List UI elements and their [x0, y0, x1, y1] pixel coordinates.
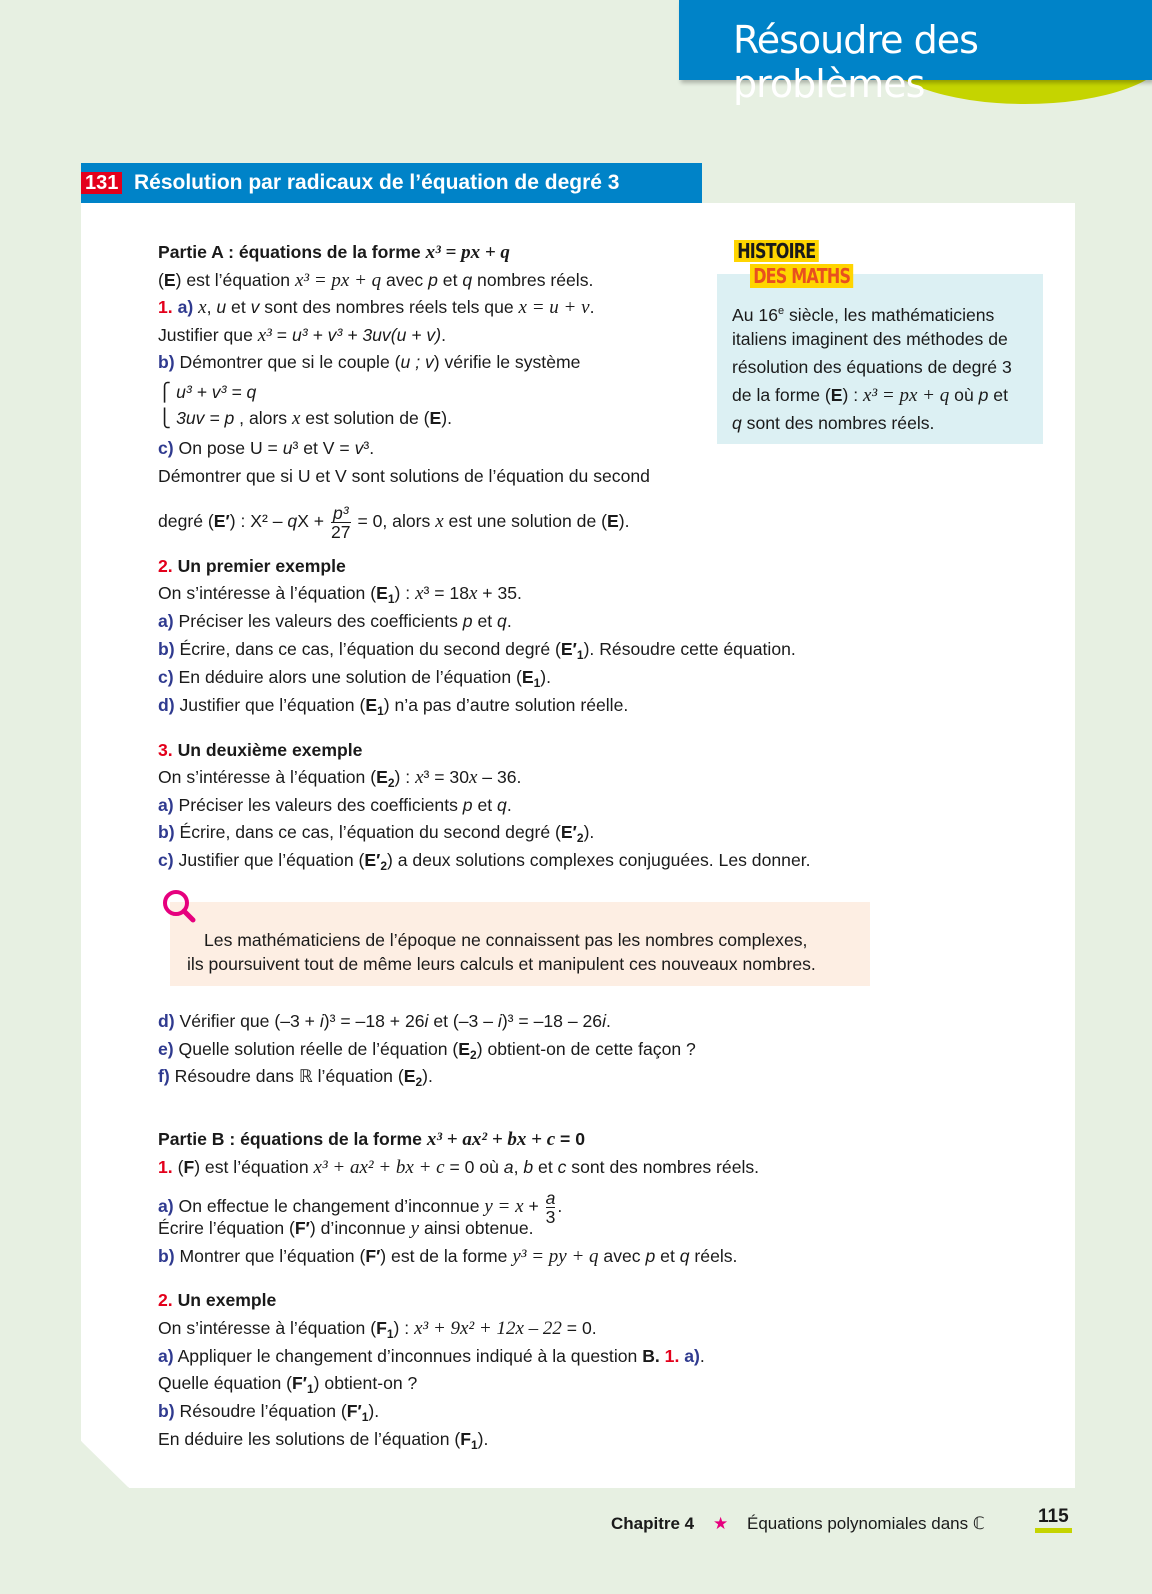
text-segment: 3. — [158, 740, 173, 760]
text-segment: c) — [158, 667, 174, 687]
text-segment: ⎧ — [158, 382, 177, 402]
text-segment: Justifier que l’équation ( — [173, 850, 365, 870]
text-segment: p — [462, 611, 473, 631]
text-segment: italiens imaginent des méthodes de — [732, 329, 1008, 349]
text-segment: ) obtient-on de cette façon ? — [476, 1039, 696, 1059]
text-segment: F — [460, 1429, 471, 1449]
text-segment: où — [949, 385, 979, 405]
fraction — [546, 1189, 556, 1226]
text-segment: q — [497, 795, 507, 815]
text-segment: E′ — [560, 639, 577, 659]
text-segment: u — [216, 297, 227, 317]
text-segment: 2 — [380, 859, 388, 873]
text-line — [158, 1345, 705, 1367]
text-segment: ). — [441, 408, 453, 428]
text-segment: ) est l’équation — [194, 1157, 314, 1177]
text-segment: – 36. — [477, 767, 522, 787]
text-segment: b) — [158, 352, 175, 372]
star-icon: ★ — [713, 1514, 729, 1533]
exercise-title-bar — [81, 163, 702, 203]
text-segment: sont des nombres réels. — [566, 1157, 760, 1177]
text-segment: ³ et V = — [292, 438, 355, 458]
text-segment: p — [462, 795, 473, 815]
text-segment: c) — [158, 850, 174, 870]
text-segment: nombres réels. — [472, 270, 594, 290]
text-segment: ) : — [393, 1318, 415, 1338]
text-segment: q — [287, 511, 298, 532]
text-segment: q — [497, 611, 507, 631]
text-segment: ). — [540, 667, 552, 687]
text-segment: u ; v — [400, 352, 434, 372]
text-segment: q — [679, 1246, 690, 1266]
text-segment: c — [557, 1157, 567, 1177]
text-segment: a) — [158, 1196, 174, 1217]
text-line — [158, 582, 522, 610]
text-segment: En déduire alors une solution de l’équation ( — [173, 667, 522, 687]
text-line — [158, 1245, 737, 1268]
text-segment: i — [424, 1011, 429, 1031]
text-segment: p — [645, 1246, 656, 1266]
text-segment: sont des nombres réels. — [741, 413, 935, 433]
text-segment: ) : X² – — [229, 511, 288, 532]
text-segment: Démontrer que si le couple ( — [174, 352, 401, 372]
text-segment: et — [472, 611, 498, 631]
text-segment: . — [441, 325, 446, 345]
text-segment: On s’intéresse à l’équation ( — [158, 583, 377, 603]
text-segment: = 0. — [561, 1318, 597, 1338]
text-line — [158, 296, 594, 319]
text-line — [732, 412, 934, 434]
text-segment: , — [206, 297, 217, 317]
text-line — [158, 610, 512, 632]
magnifier-icon — [160, 888, 200, 928]
text-line — [158, 241, 510, 264]
text-segment: E′ — [560, 822, 577, 842]
text-segment: 1. — [659, 1346, 680, 1366]
text-line — [158, 794, 512, 816]
text-segment: F′ — [292, 1373, 307, 1393]
text-line — [158, 465, 650, 487]
text-segment: Vérifier que (–3 + — [174, 1011, 320, 1031]
text-segment: 1 — [533, 676, 541, 690]
text-segment: e — [777, 305, 785, 317]
note-box — [170, 902, 870, 986]
text-segment: 2. — [158, 556, 173, 576]
text-segment: = 0 où — [444, 1157, 504, 1177]
text-segment: , alors — [234, 408, 292, 428]
text-segment: 1 — [576, 648, 584, 662]
footer-chapter: Chapitre 4 — [611, 1514, 695, 1533]
text-segment: y — [410, 1218, 420, 1239]
text-segment: d) — [158, 1011, 175, 1031]
text-segment: x³ + 9x² + 12x – 22 — [414, 1318, 562, 1339]
note-line: ils poursuivent tout de même leurs calculs et manipulent ces nouveaux nombres. — [187, 954, 816, 974]
text-segment: avec — [598, 1246, 646, 1266]
text-line — [158, 1317, 597, 1345]
text-segment: b) — [158, 822, 175, 842]
text-segment: ³ = 18 — [423, 583, 469, 603]
text-segment: x — [468, 583, 478, 604]
text-segment: 1 — [470, 1438, 478, 1452]
text-segment: de la forme ( — [732, 385, 831, 405]
text-segment: ). — [422, 1066, 433, 1086]
text-segment: siècle, les mathématiciens — [784, 304, 995, 325]
text-line — [158, 1428, 488, 1456]
text-segment: E — [376, 583, 388, 603]
text-segment: ). — [477, 1429, 489, 1449]
text-segment: B. — [642, 1346, 660, 1366]
text-segment: Un deuxième exemple — [172, 740, 363, 760]
text-line — [158, 437, 374, 459]
text-line — [158, 1217, 534, 1240]
text-segment: 1 — [377, 704, 384, 718]
fraction — [331, 504, 351, 541]
text-segment: x — [291, 408, 301, 429]
text-segment: Un exemple — [172, 1290, 277, 1310]
text-segment: On effectue le changement d’inconnue — [173, 1196, 485, 1217]
text-segment: est solution de ( — [300, 408, 430, 428]
text-segment: Partie A : équations de la forme — [158, 242, 426, 262]
text-segment: x — [198, 297, 207, 318]
numerator: a — [545, 1188, 556, 1208]
text-segment: d) — [158, 695, 175, 715]
text-line — [158, 1065, 433, 1093]
text-segment: x = u + v — [518, 297, 590, 318]
text-segment: Écrire, dans ce cas, l’équation du second degré ( — [174, 822, 561, 842]
text-segment: y = x — [484, 1196, 524, 1218]
text-segment: F′ — [365, 1246, 381, 1266]
text-segment: x³ = px + q — [863, 385, 950, 406]
text-segment: a) — [158, 795, 174, 815]
text-segment: . — [506, 795, 512, 815]
text-segment: i — [497, 1011, 502, 1031]
text-segment: Justifier que — [158, 325, 258, 345]
text-line — [158, 351, 580, 373]
text-segment: a) — [679, 1346, 700, 1366]
text-segment: ) est l’équation — [175, 270, 295, 290]
text-segment: E — [365, 695, 378, 715]
text-segment: E — [163, 270, 176, 290]
text-segment: et — [472, 795, 498, 815]
section-header — [679, 0, 1152, 106]
text-segment: , — [513, 1157, 524, 1177]
text-line — [158, 1128, 585, 1151]
text-line — [158, 1156, 759, 1179]
text-segment: c) — [158, 438, 174, 458]
text-segment: E — [376, 767, 388, 787]
text-segment: x³ — [257, 325, 272, 346]
text-line — [158, 1400, 379, 1428]
page-number: 115 — [1035, 1506, 1072, 1533]
text-line — [158, 849, 811, 877]
text-segment: Démontrer que si U et V sont solutions de l’équation du second — [158, 466, 650, 486]
text-segment: et — [226, 297, 251, 317]
text-segment: ) a deux solutions complexes conjuguées. Les donner. — [387, 850, 811, 870]
text-segment: ). — [583, 822, 595, 842]
text-segment: u³ + v³ + 3uv(u + v) — [291, 325, 442, 345]
note-line: Les mathématiciens de l’époque ne connaissent pas les nombres complexes, — [204, 930, 808, 950]
text-line — [158, 694, 628, 722]
text-segment: b) — [158, 639, 175, 659]
text-segment: a) — [158, 1346, 174, 1366]
exercise-title: Résolution par radicaux de l’équation de degré 3 — [134, 171, 620, 194]
text-segment: 1 — [306, 1382, 314, 1396]
text-line — [158, 504, 629, 541]
text-segment: Au 16 — [732, 304, 778, 325]
histoire-tag: HISTOIRE — [734, 240, 819, 262]
text-segment: ) n’a pas d’autre solution réelle. — [383, 695, 629, 715]
text-line — [158, 324, 446, 347]
text-line — [158, 381, 256, 403]
text-line — [158, 1372, 417, 1400]
text-line — [158, 269, 593, 292]
text-line — [158, 1289, 276, 1311]
text-segment: Quelle solution réelle de l’équation ( — [173, 1039, 459, 1059]
text-segment: ) obtient-on ? — [313, 1373, 418, 1393]
text-segment: 1 — [361, 1410, 369, 1424]
text-segment: x — [435, 511, 444, 533]
text-segment: b) — [158, 1401, 175, 1421]
text-segment: ⎩ — [158, 408, 177, 428]
text-segment: ). — [368, 1401, 380, 1421]
text-segment: 1. — [158, 297, 173, 317]
text-segment: Résoudre dans ℝ l’équation ( — [169, 1066, 404, 1086]
denominator: 27 — [330, 522, 351, 542]
text-segment: y³ = py + q — [512, 1246, 599, 1267]
des-maths-tag: DES MATHS — [750, 264, 853, 288]
text-line — [158, 407, 452, 430]
text-segment: x³ = px + q — [425, 242, 510, 263]
text-segment: b — [523, 1157, 534, 1177]
text-segment: E — [521, 667, 534, 687]
text-segment: i — [319, 1011, 324, 1031]
text-segment: a) — [172, 297, 194, 317]
text-segment: On s’intéresse à l’équation ( — [158, 767, 377, 787]
text-line — [732, 384, 1008, 407]
text-segment: p — [428, 270, 438, 290]
exercise-number: 131 — [81, 172, 122, 194]
text-segment: + 35. — [477, 583, 522, 603]
text-segment: ) est de la forme — [380, 1246, 513, 1266]
text-segment: ainsi obtenue. — [419, 1218, 534, 1238]
text-line — [158, 638, 796, 666]
text-segment: 2 — [387, 776, 395, 790]
text-segment: . — [557, 1196, 563, 1217]
text-segment: avec — [381, 270, 429, 290]
text-segment: F′ — [346, 1401, 362, 1421]
text-line — [158, 821, 594, 849]
text-line — [732, 300, 994, 326]
text-segment: E — [458, 1039, 471, 1059]
text-segment: sont des nombres réels tels que — [259, 297, 519, 317]
text-segment: x³ + ax² + bx + c — [313, 1157, 445, 1178]
text-segment: Partie B : équations de la forme — [158, 1129, 427, 1149]
denominator: 3 — [545, 1207, 556, 1227]
text-segment: E — [403, 1066, 416, 1086]
text-segment: i — [602, 1011, 606, 1031]
section-title: Résoudre des problèmes — [733, 18, 978, 106]
text-segment: ³. — [363, 438, 375, 458]
text-segment: . — [506, 611, 512, 631]
text-segment: . — [606, 1011, 611, 1031]
text-segment: e) — [158, 1039, 174, 1059]
text-segment: E — [606, 511, 619, 532]
text-line — [158, 766, 521, 794]
text-segment: 1 — [387, 592, 395, 606]
text-segment: ( — [172, 1157, 184, 1177]
text-segment: Justifier que l’équation ( — [174, 695, 366, 715]
text-segment: = — [271, 325, 292, 345]
text-segment: x³ = px + q — [294, 270, 382, 291]
text-segment: E′ — [213, 511, 230, 532]
text-segment: E — [429, 408, 442, 428]
text-segment: Appliquer le changement d’inconnues indiqué à la question — [173, 1346, 643, 1366]
text-segment: et — [437, 270, 463, 290]
text-segment: ) vérifie le système — [433, 352, 581, 372]
text-segment: ³ = 30 — [423, 767, 469, 787]
text-line — [158, 1010, 611, 1032]
text-segment: Résoudre l’équation ( — [174, 1401, 347, 1421]
text-segment: + — [523, 1196, 544, 1217]
text-segment: x — [415, 767, 424, 788]
text-segment: 1. — [158, 1157, 173, 1177]
text-segment: q — [732, 413, 742, 433]
text-segment: . — [589, 297, 595, 317]
text-segment: x — [415, 583, 424, 604]
text-segment: réels. — [689, 1246, 738, 1266]
footer-chapter-title: Équations polynomiales dans ℂ — [747, 1514, 985, 1533]
text-segment: ). Résoudre cette équation. — [583, 639, 796, 659]
text-segment: a) — [158, 611, 174, 631]
text-segment: F — [376, 1318, 387, 1338]
text-segment: et — [655, 1246, 680, 1266]
text-segment: Écrire l’équation ( — [158, 1218, 295, 1238]
text-segment: Un premier exemple — [172, 556, 346, 576]
text-segment: u — [282, 438, 293, 458]
text-segment: résolution des équations de degré 3 — [732, 357, 1012, 377]
text-segment: E — [830, 385, 843, 405]
text-segment: On s’intéresse à l’équation ( — [158, 1318, 377, 1338]
text-segment: et — [533, 1157, 558, 1177]
text-segment: v — [250, 297, 260, 317]
text-segment: E′ — [364, 850, 381, 870]
text-segment: 2 — [576, 831, 584, 845]
text-line — [158, 1038, 696, 1066]
text-segment: )³ = –18 + 26 — [323, 1011, 425, 1031]
text-segment: ) : — [394, 583, 416, 603]
text-segment: On pose U = — [173, 438, 283, 458]
text-line — [732, 328, 1008, 350]
text-segment: = 0, alors — [352, 511, 436, 532]
text-segment: F′ — [294, 1218, 310, 1238]
text-segment: et (–3 – — [428, 1011, 498, 1031]
text-segment: v — [354, 438, 364, 458]
text-segment: )³ = –18 – 26 — [501, 1011, 603, 1031]
text-segment: ( — [158, 270, 164, 290]
text-segment: Écrire, dans ce cas, l’équation du second degré ( — [174, 639, 561, 659]
text-segment: f) — [158, 1066, 170, 1086]
text-segment: X + — [297, 511, 329, 532]
text-segment: Montrer que l’équation ( — [174, 1246, 366, 1266]
text-segment: q — [462, 270, 473, 290]
text-line — [158, 666, 551, 694]
text-segment: 1 — [386, 1327, 394, 1341]
text-segment: F — [183, 1157, 195, 1177]
text-segment: 3uv = p — [176, 408, 235, 428]
text-segment: est une solution de ( — [443, 511, 607, 532]
text-segment: Quelle équation ( — [158, 1373, 292, 1393]
text-segment: ) : — [394, 767, 416, 787]
text-segment: Préciser les valeurs des coefficients — [173, 611, 463, 631]
text-segment: degré ( — [158, 511, 214, 532]
text-segment: u³ + v³ = q — [176, 382, 257, 402]
text-segment: 2. — [158, 1290, 173, 1310]
text-segment: Préciser les valeurs des coefficients — [173, 795, 463, 815]
text-segment: a — [503, 1157, 514, 1177]
text-segment: ). — [618, 511, 630, 532]
text-segment: x³ + ax² + bx + c — [426, 1129, 556, 1150]
numerator: p³ — [332, 503, 349, 523]
text-segment: En déduire les solutions de l’équation ( — [158, 1429, 461, 1449]
text-segment: ) d’inconnue — [309, 1218, 411, 1238]
text-segment: = 0 — [555, 1129, 586, 1149]
text-segment: b) — [158, 1246, 175, 1266]
text-segment: ) : — [842, 385, 864, 405]
text-line — [158, 739, 362, 761]
text-segment: et — [988, 385, 1008, 405]
text-segment: 2 — [415, 1075, 423, 1089]
text-line — [158, 555, 346, 577]
text-line — [732, 356, 1012, 378]
text-segment: x — [468, 767, 478, 788]
text-segment: 2 — [470, 1048, 477, 1062]
text-segment: p — [978, 385, 989, 405]
text-segment: . — [699, 1346, 705, 1366]
